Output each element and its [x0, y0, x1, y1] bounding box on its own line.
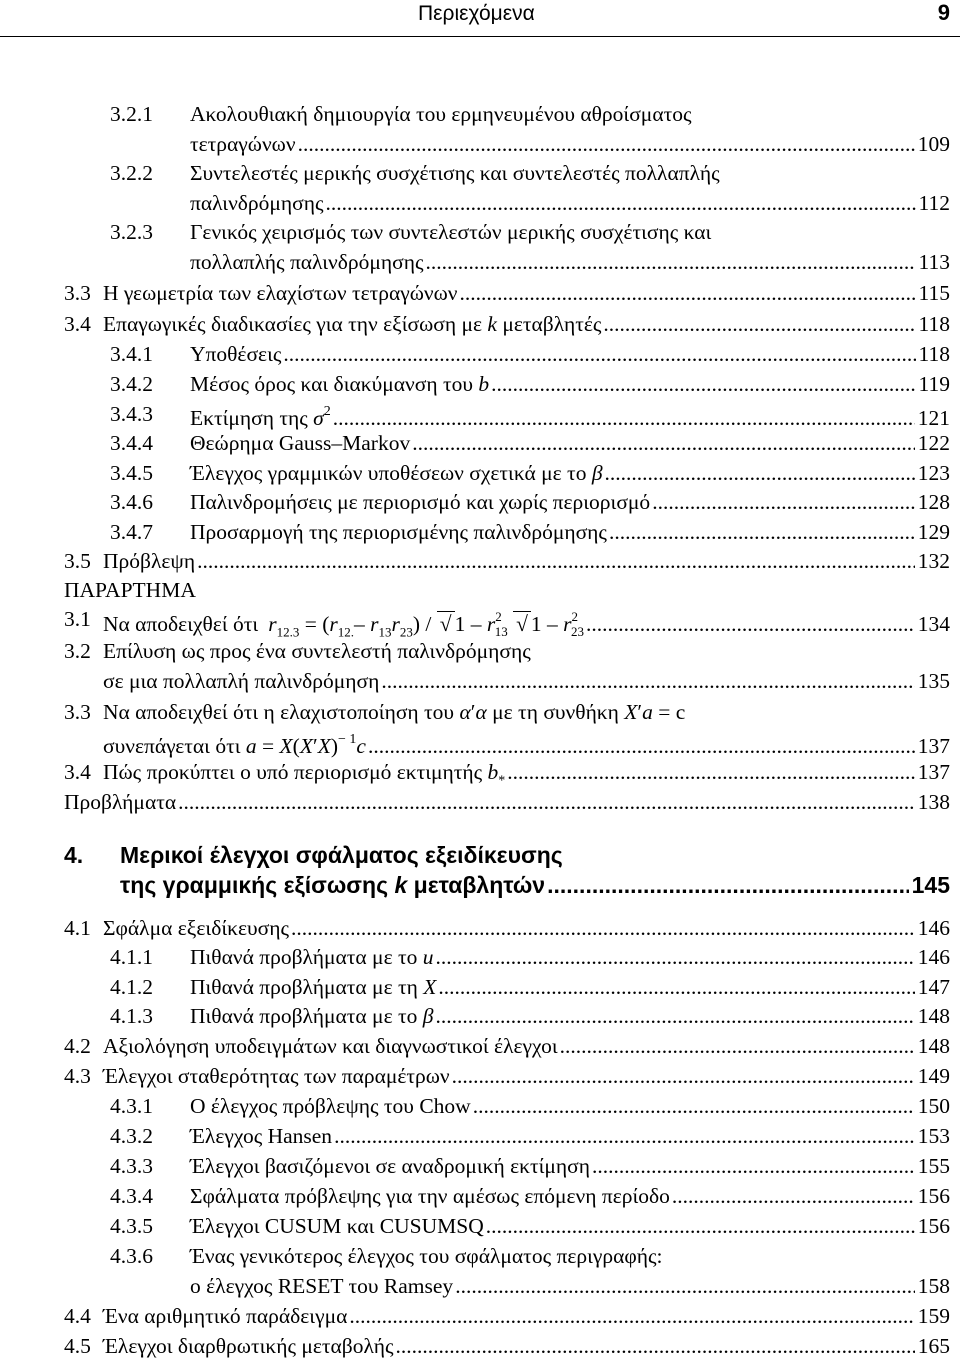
toc-entry[interactable]: [190, 972, 950, 1002]
dot-leader: [435, 1001, 914, 1031]
toc-entry[interactable]: [190, 517, 950, 547]
toc-entry[interactable]: [190, 487, 950, 517]
dot-leader: [547, 870, 909, 900]
page-ref: 149: [917, 1064, 950, 1088]
section-number: 3.2.3: [110, 220, 153, 244]
page-ref: 146: [917, 945, 950, 969]
running-title: Περιεχόμενα: [418, 2, 535, 25]
toc-entry[interactable]: [103, 757, 950, 787]
page-ref: 128: [917, 490, 950, 514]
dot-leader: [603, 309, 915, 339]
dot-leader: [592, 1151, 915, 1181]
entry-title: Έλεγχοι διαρθρωτικής μεταβολής: [103, 1334, 394, 1358]
entry-title: Ακολουθιακή δημιουργία του ερμηνευμένου αθροίσματος: [190, 102, 692, 126]
dot-leader: [560, 1031, 915, 1061]
header-rule: [0, 36, 960, 37]
chapter-4-heading-line1: [64, 840, 563, 870]
chapter-title-1: Μερικοί έλεγχοι σφάλματος εξειδίκευσης: [120, 842, 563, 868]
toc-entry[interactable]: [190, 369, 950, 399]
page-ref: 145: [911, 872, 950, 898]
entry-title: Επαγωγικές διαδικασίες για την εξίσωση με k μεταβλητές: [103, 312, 602, 336]
dot-leader: [425, 247, 915, 277]
toc-entry[interactable]: [103, 1031, 950, 1061]
section-number: 3.2.2: [110, 161, 153, 185]
entry-title: πολλαπλής παλινδρόμησης: [190, 250, 424, 274]
page-ref: 146: [917, 916, 950, 940]
page-ref: 155: [917, 1154, 950, 1178]
entry-title: Η γεωμετρία των ελαχίστων τετραγώνων: [103, 281, 458, 305]
page-number: 9: [937, 0, 950, 25]
page-ref: 134: [917, 612, 950, 637]
section-number: 3.4.7: [110, 520, 153, 544]
entry-title: Θεώρημα Gauss–Markov: [190, 431, 411, 455]
page-ref: 138: [917, 790, 950, 814]
entry-title: Αξιολόγηση υποδειγμάτων και διαγνωστικοί έλεγχοι: [103, 1034, 558, 1058]
dot-leader: [460, 278, 916, 308]
math-symbol: σ: [313, 406, 324, 431]
section-number: 4.4: [64, 1304, 91, 1328]
formula: $r_{12.3} = (r_{12.}-$ $r_{13}r_{23}$) / √ $1 - r^2_{13}$ √ $1 - r^2_{23}$: [268, 609, 584, 640]
toc-entry[interactable]: [190, 1091, 950, 1121]
entry-title: Προβλήματα: [64, 790, 177, 814]
toc-entry[interactable]: [190, 428, 950, 458]
entry-title: Εκτίμηση της $\sigma^2$: [190, 404, 331, 431]
entry-title: Πώς προκύπτει ο υπό περιορισμό εκτιμητής $b_*$: [103, 760, 506, 789]
entry-title: Ο έλεγχος πρόβλεψης του Chow: [190, 1094, 471, 1118]
page-header: [0, 0, 960, 34]
toc-entry-text[interactable]: [103, 636, 531, 666]
toc-entry-text[interactable]: [190, 99, 691, 129]
toc-entry[interactable]: [190, 942, 950, 972]
page-ref: 118: [918, 312, 950, 336]
section-number: 4.3.2: [110, 1124, 153, 1148]
page-ref: 137: [917, 734, 950, 759]
toc-entry[interactable]: [103, 278, 950, 308]
toc-entry[interactable]: [64, 787, 950, 817]
entry-title: Επίλυση ως προς ένα συντελεστή παλινδρόμησης: [103, 639, 531, 663]
page-ref: 122: [917, 431, 950, 455]
page-ref: 112: [918, 191, 950, 215]
toc-entry[interactable]: [103, 666, 950, 696]
toc-entry[interactable]: [190, 1211, 950, 1241]
dot-leader: [334, 1121, 915, 1151]
entry-title: Να αποδειχθεί ότι η ελαχιστοποίηση του α′α με τη συνθήκη X′a = c: [103, 700, 686, 724]
superscript: 2: [323, 404, 331, 419]
entry-title: ΠΑΡΑΡΤΗΜΑ: [64, 578, 196, 602]
page-ref: 158: [917, 1274, 950, 1298]
section-number: 3.4.2: [110, 372, 153, 396]
dot-leader: [283, 339, 915, 369]
section-number: 4.1.1: [110, 945, 153, 969]
toc-entry[interactable]: [190, 339, 950, 369]
subscript: *: [498, 773, 506, 789]
section-number: 4.5: [64, 1334, 91, 1358]
section-number: 3.1: [64, 607, 91, 631]
section-number: 4.3.5: [110, 1214, 153, 1238]
section-number: 4.3.3: [110, 1154, 153, 1178]
page-ref: 132: [917, 549, 950, 573]
entry-title: Πιθανά προβλήματα με τη X: [190, 975, 437, 999]
dot-leader: [491, 369, 915, 399]
math-symbol: X: [423, 975, 437, 999]
dot-leader: [349, 1301, 914, 1331]
page-ref: 119: [918, 372, 950, 396]
entry-title: Γενικός χειρισμός των συντελεστών μερικής συσχέτισης και: [190, 220, 712, 244]
dot-leader: [609, 517, 915, 547]
section-number: 3.5: [64, 549, 91, 573]
toc-entry[interactable]: [190, 129, 950, 159]
section-number: 3.2: [64, 639, 91, 663]
toc-entry[interactable]: [190, 458, 950, 488]
dot-leader: [412, 428, 915, 458]
chapter-4-heading-line2[interactable]: [120, 870, 950, 900]
toc-entry[interactable]: [103, 604, 950, 640]
page-ref: 137: [917, 760, 950, 784]
page-ref: 148: [917, 1004, 950, 1028]
section-number: 4.3.6: [110, 1244, 153, 1268]
dot-leader: [507, 757, 914, 787]
dot-leader: [298, 129, 915, 159]
page-ref: 118: [918, 342, 950, 366]
page-ref: 121: [917, 406, 950, 431]
dot-leader: [291, 913, 915, 943]
page-ref: 156: [917, 1184, 950, 1208]
toc-entry[interactable]: [103, 1061, 950, 1091]
dot-leader: [605, 458, 915, 488]
section-number: 3.4.5: [110, 461, 153, 485]
entry-title: Μέσος όρος και διακύμανση του b: [190, 372, 490, 396]
entry-title: Σφάλματα πρόβλεψης για την αμέσως επόμενη περίοδο: [190, 1184, 670, 1208]
inline-equation: α′α με τη συνθήκη X′a = c: [459, 700, 686, 724]
page-ref: 147: [917, 975, 950, 999]
entry-title: Προσαρμογή της περιορισμένης παλινδρόμησης: [190, 520, 607, 544]
entry-title: Έλεγχος γραμμικών υποθέσεων σχετικά με το β: [190, 461, 603, 485]
math-symbol: k: [487, 312, 497, 336]
page-ref: 156: [917, 1214, 950, 1238]
section-number: 4.3.4: [110, 1184, 153, 1208]
entry-title: Σφάλμα εξειδίκευσης: [103, 916, 289, 940]
page-ref: 148: [917, 1034, 950, 1058]
inline-equation: $a = X(X'X)^{- 1}c$: [245, 732, 366, 759]
math-symbol: b: [487, 760, 499, 784]
page-ref: 150: [917, 1094, 950, 1118]
toc-entry-text[interactable]: [190, 158, 720, 188]
section-number: 3.4.1: [110, 342, 153, 366]
dot-leader: [455, 1271, 915, 1301]
toc-entry[interactable]: [103, 727, 950, 757]
entry-title: Πρόβλεψη: [103, 549, 196, 573]
section-number: 3.4.3: [110, 402, 153, 426]
page-ref: 159: [917, 1304, 950, 1328]
section-number: 4.2: [64, 1034, 91, 1058]
dot-leader: [197, 546, 915, 576]
page-ref: 129: [917, 520, 950, 544]
entry-title: Παλινδρομήσεις με περιορισμό και χωρίς περιορισμό: [190, 490, 651, 514]
section-number: 3.4.4: [110, 431, 153, 455]
entry-title: συνεπάγεται ότι $a = X(X'X)^{- 1}c$: [103, 732, 366, 759]
section-number: 3.4.6: [110, 490, 153, 514]
toc-entry[interactable]: [190, 247, 950, 277]
dot-leader: [326, 188, 916, 218]
math-symbol: u: [422, 945, 434, 969]
math-symbol: β: [591, 461, 603, 485]
page-ref: 115: [918, 281, 950, 305]
page-ref: 135: [917, 669, 950, 693]
section-number: 3.3: [64, 281, 91, 305]
entry-title: Έλεγχοι CUSUM και CUSUMSQ: [190, 1214, 484, 1238]
toc-entry[interactable]: [190, 1181, 950, 1211]
toc-entry[interactable]: [190, 1001, 950, 1031]
dot-leader: [652, 487, 915, 517]
toc-entry[interactable]: [103, 309, 950, 339]
entry-title: Υποθέσεις: [190, 342, 282, 366]
dot-leader: [486, 1211, 915, 1241]
math-symbol: β: [422, 1004, 434, 1028]
section-number: 4.1.2: [110, 975, 153, 999]
entry-title: Να αποδειχθεί ότι $r_{12.3} = (r_{12.}-$ $r_{13}r_{23}$) / √ $1 - r^2_{13}$ √ $1 - r^2_{23}$: [103, 604, 584, 647]
entry-title: Συντελεστές μερικής συσχέτισης και συντελεστές πολλαπλής: [190, 161, 720, 185]
toc-entry[interactable]: [190, 1151, 950, 1181]
toc-entry-text[interactable]: [64, 575, 196, 605]
toc-entry[interactable]: [103, 546, 950, 576]
entry-title: Ένα αριθμητικό παράδειγμα: [103, 1304, 348, 1328]
toc-entry[interactable]: [103, 697, 950, 727]
toc-entry[interactable]: [103, 1301, 950, 1331]
toc-entry[interactable]: [103, 1331, 950, 1361]
dot-leader: [178, 787, 915, 817]
entry-title: παλινδρόμησης: [190, 191, 324, 215]
dot-leader: [672, 1181, 915, 1211]
page-ref: 113: [918, 250, 950, 274]
section-number: 3.4: [64, 760, 91, 784]
dot-leader: [381, 666, 914, 696]
entry-title: Ένας γενικότερος έλεγχος του σφάλματος περιγραφής:: [190, 1244, 663, 1268]
chapter-title-2: της γραμμικής εξίσωσης k μεταβλητών: [120, 872, 546, 898]
page-ref: 123: [917, 461, 950, 485]
section-number: 3.2.1: [110, 102, 153, 126]
toc-entry[interactable]: [190, 1121, 950, 1151]
section-number: 4.1.3: [110, 1004, 153, 1028]
page-ref: 165: [917, 1334, 950, 1358]
dot-leader: [586, 609, 915, 639]
toc-entry[interactable]: [190, 399, 950, 429]
entry-title: Έλεγχοι βασιζόμενοι σε αναδρομική εκτίμηση: [190, 1154, 590, 1178]
toc-entry[interactable]: [103, 913, 950, 943]
entry-title: Πιθανά προβλήματα με το u: [190, 945, 434, 969]
toc-entry[interactable]: [190, 188, 950, 218]
toc-entry-text[interactable]: [190, 1241, 663, 1271]
math-symbol: b: [478, 372, 490, 396]
page-ref: 153: [917, 1124, 950, 1148]
dot-leader: [473, 1091, 915, 1121]
entry-title: Έλεγχος Hansen: [190, 1124, 333, 1148]
entry-title: Πιθανά προβλήματα με το β: [190, 1004, 434, 1028]
section-number: 3.4: [64, 312, 91, 336]
dot-leader: [395, 1331, 914, 1361]
section-number: 4.3: [64, 1064, 91, 1088]
entry-title: σε μια πολλαπλή παλινδρόμηση: [103, 669, 380, 693]
section-number: 4.3.1: [110, 1094, 153, 1118]
page-ref: 109: [917, 132, 950, 156]
toc-entry-text[interactable]: [190, 217, 711, 247]
chapter-number: 4.: [64, 842, 84, 868]
section-number: 4.1: [64, 916, 91, 940]
dot-leader: [452, 1061, 915, 1091]
entry-title: τετραγώνων: [190, 132, 296, 156]
entry-title: Έλεγχοι σταθερότητας των παραμέτρων: [103, 1064, 450, 1088]
toc-entry[interactable]: [190, 1271, 950, 1301]
dot-leader: [436, 942, 915, 972]
dot-leader: [438, 972, 914, 1002]
section-number: 3.3: [64, 700, 91, 724]
entry-title: ο έλεγχος RESET του Ramsey: [190, 1274, 454, 1298]
